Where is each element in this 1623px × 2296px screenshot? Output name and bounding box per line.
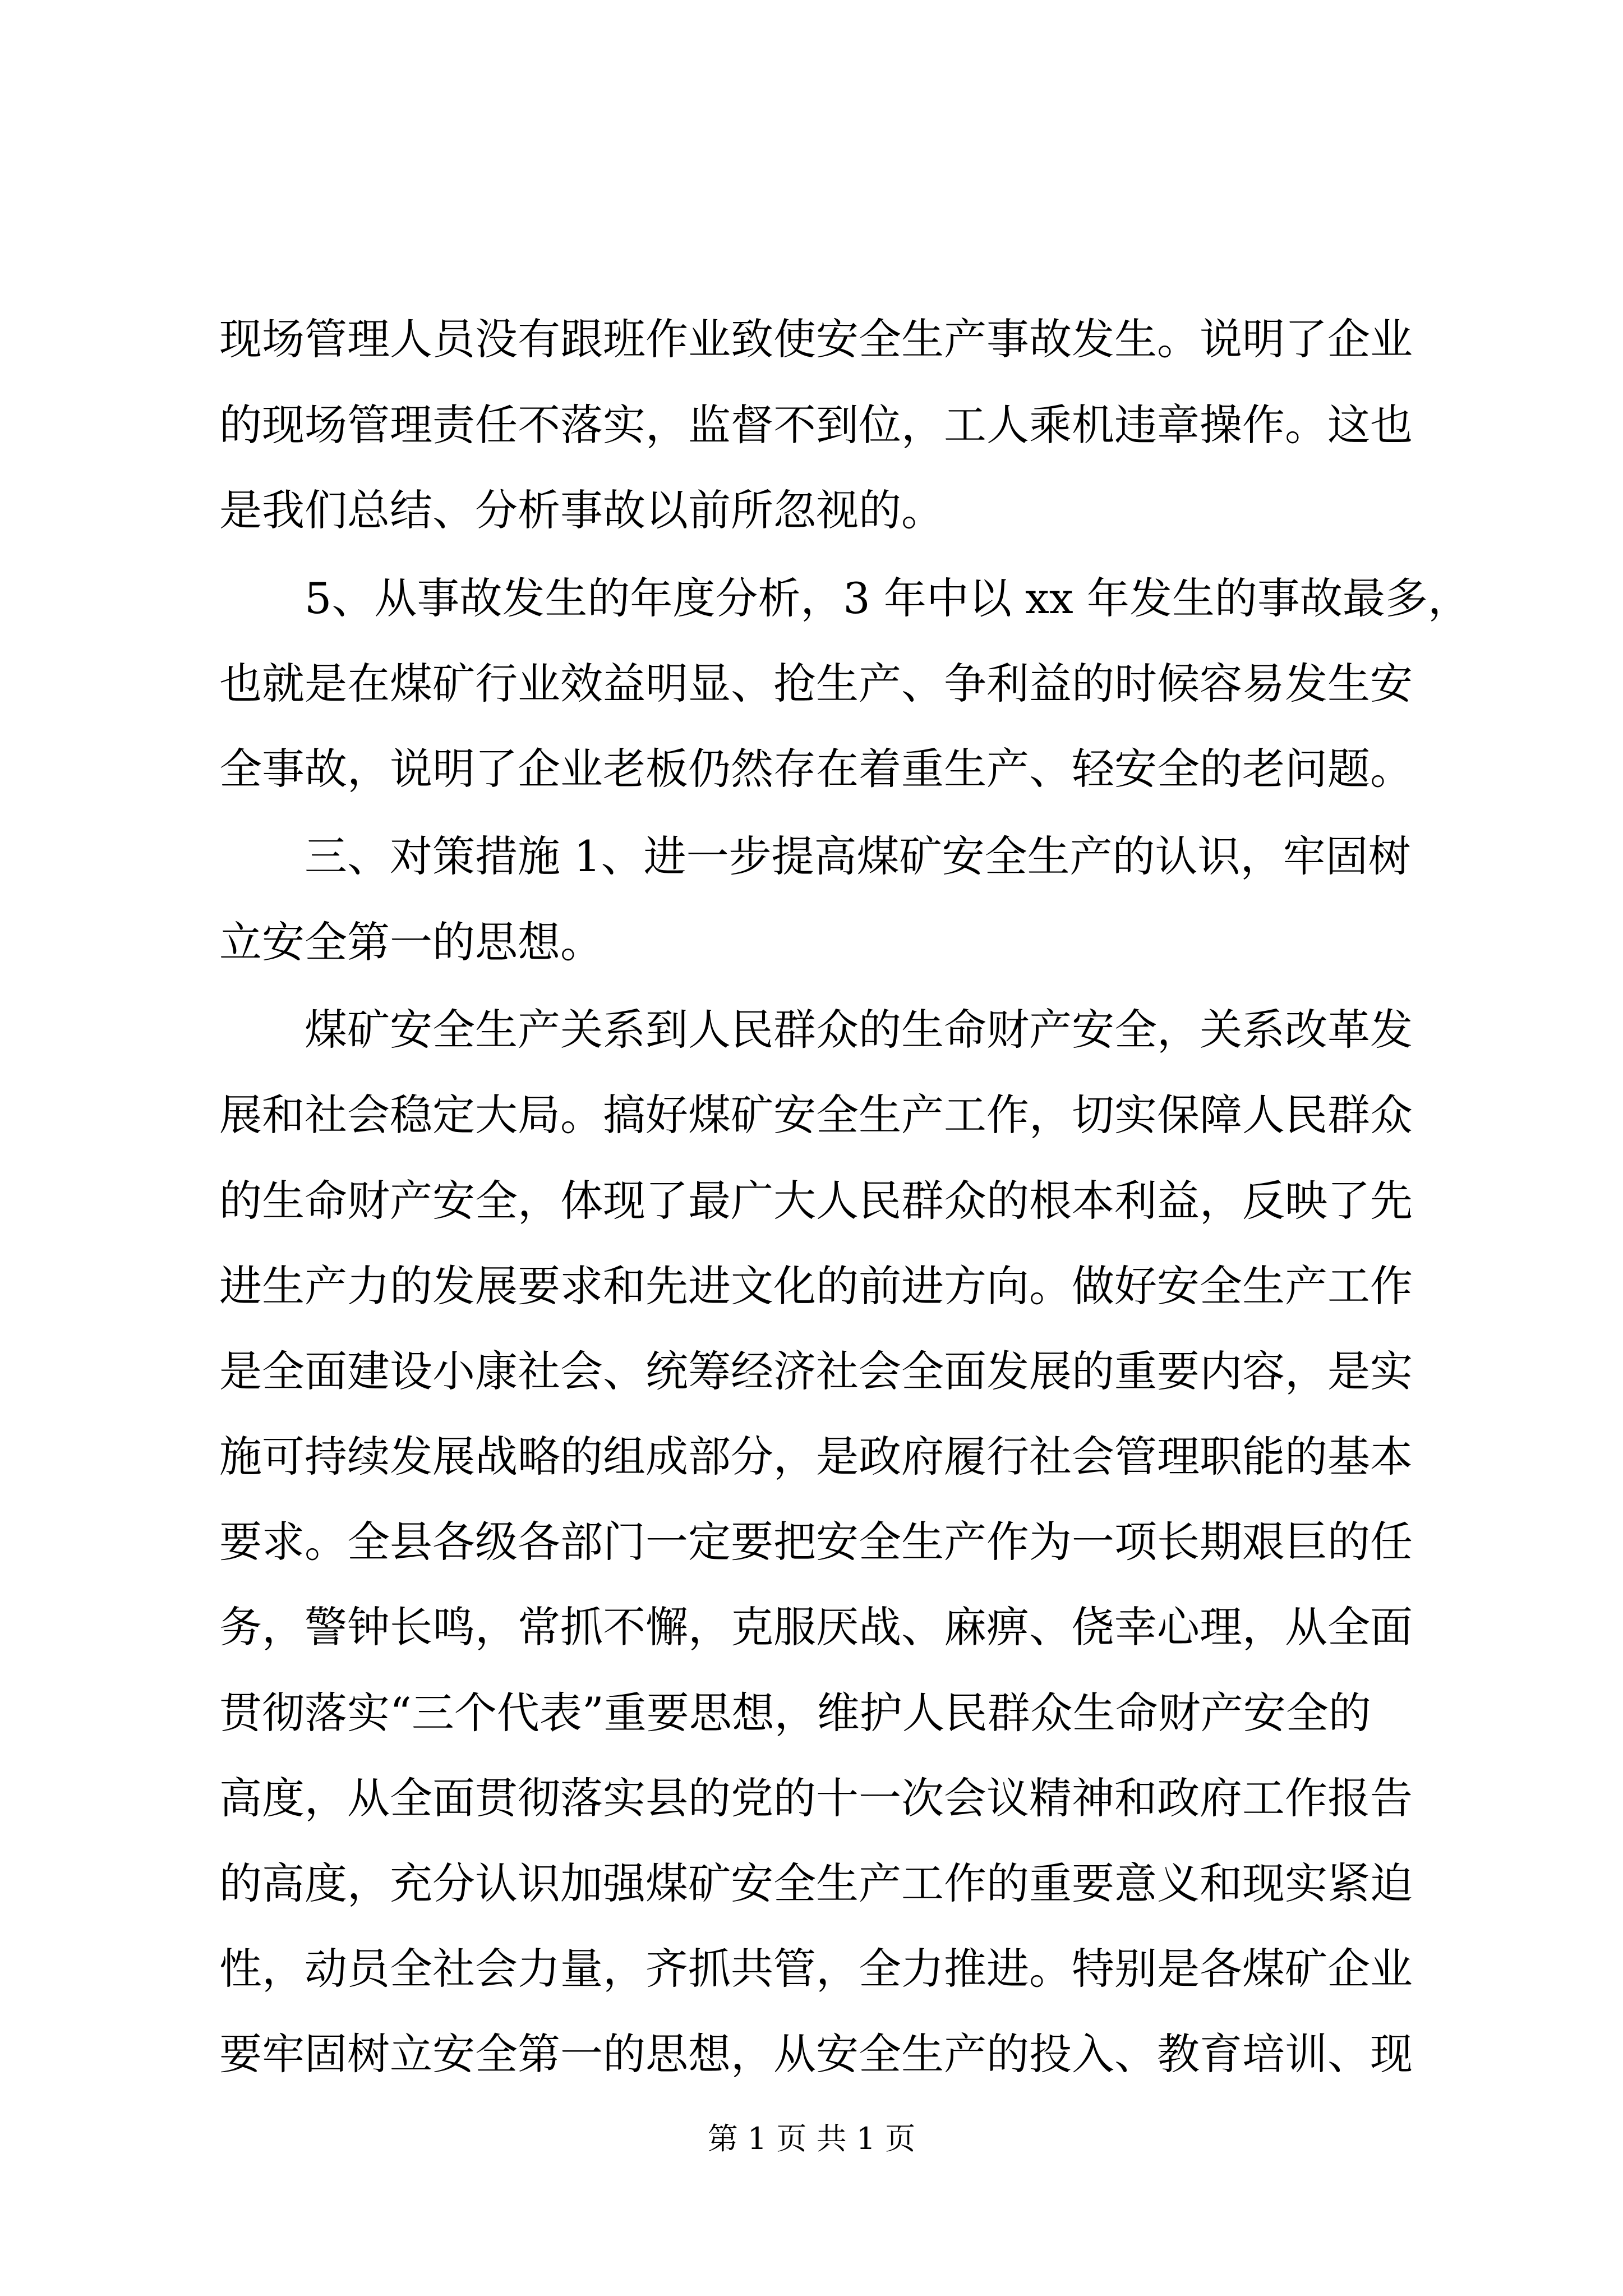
text-line: 现场管理人员没有跟班作业致使安全生产事故发生。说明了企业 [219,314,1413,364]
text-line: 高度，从全面贯彻落实县的党的十一次会议精神和政府工作报告 [219,1773,1413,1823]
text-line: 立安全第一的思想。 [219,917,603,967]
page-footer: 第 1 页 共 1 页 [707,2121,916,2156]
text-line: 展和社会稳定大局。搞好煤矿安全生产工作，切实保障人民群众 [219,1090,1413,1140]
text-line: 是全面建设小康社会、统筹经济社会全面发展的重要内容，是实 [219,1346,1413,1396]
text-line: 进生产力的发展要求和先进文化的前进方向。做好安全生产工作 [219,1261,1413,1311]
text-line: 务，警钟长鸣，常抓不懈，克服厌战、麻痹、侥幸心理，从全面 [219,1602,1413,1652]
text-line: 性，动员全社会力量，齐抓共管，全力推进。特别是各煤矿企业 [219,1944,1413,1994]
text-line: 施可持续发展战略的组成部分，是政府履行社会管理职能的基本 [219,1432,1413,1481]
text-line: 是我们总结、分析事故以前所忽视的。 [219,485,944,535]
paragraph-first-line: 5、从事故发生的年度分析，3 年中以 xx 年发生的事故最多， [305,573,1470,623]
text-line: 要求。全县各级各部门一定要把安全生产作为一项长期艰巨的任 [219,1517,1413,1567]
text-line: 的生命财产安全，体现了最广大人民群众的根本利益，反映了先 [219,1176,1413,1226]
text-line: 要牢固树立安全第一的思想，从安全生产的投入、教育培训、现 [219,2029,1413,2079]
paragraph-first-line: 煤矿安全生产关系到人民群众的生命财产安全，关系改革发 [305,1005,1413,1055]
text-line: 的现场管理责任不落实，监督不到位，工人乘机违章操作。这也 [219,400,1413,450]
paragraph-first-line: 三、对策措施 1、进一步提高煤矿安全生产的认识，牢固树 [305,831,1411,881]
text-line: 也就是在煤矿行业效益明显、抢生产、争利益的时候容易发生安 [219,659,1413,708]
text-line: 贯彻落实“三个代表”重要思想，维护人民群众生命财产安全的 [219,1688,1371,1738]
text-line: 的高度，充分认识加强煤矿安全生产工作的重要意义和现实紧迫 [219,1858,1413,1908]
text-line: 全事故，说明了企业老板仍然存在着重生产、轻安全的老问题。 [219,744,1413,794]
